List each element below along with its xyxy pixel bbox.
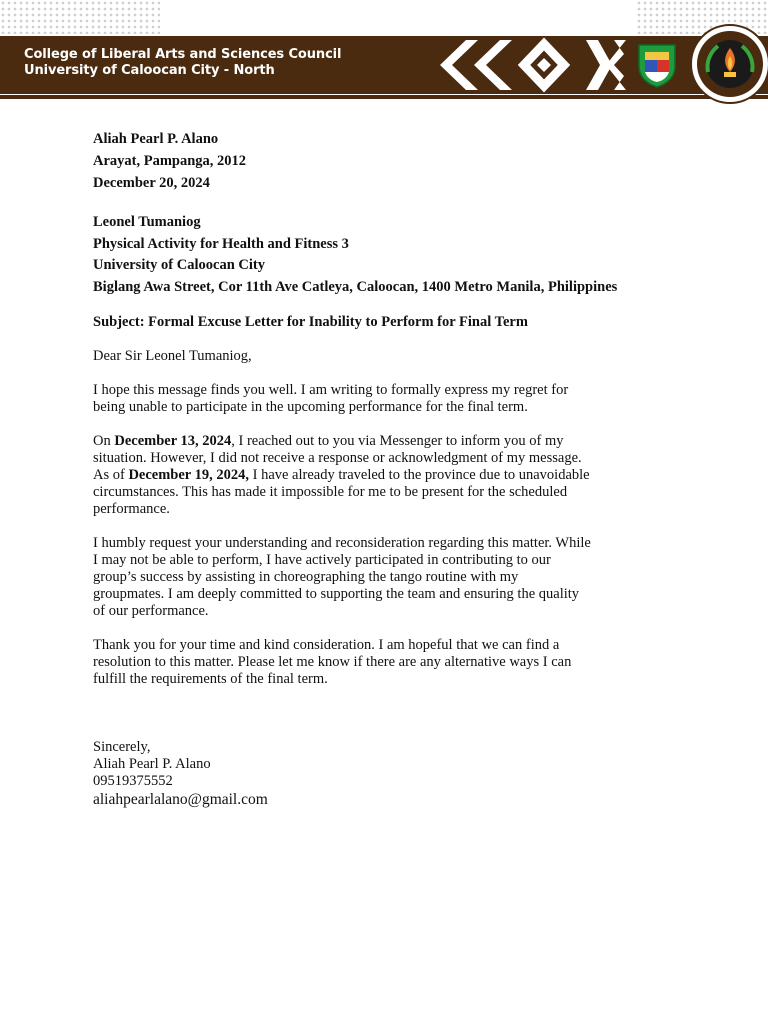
- paragraph-2-text-c: I have already traveled to the province due to unavoidable circumstances. This has made it impossible for me to be present for the scheduled performance.: [93, 467, 590, 517]
- paragraph-1: I hope this message finds you well. I am writing to formally express my regret for being unable to participate in the upcoming performance for the final term.: [93, 382, 569, 415]
- closing-block: [93, 739, 693, 809]
- messenger-date: December 13, 2024: [114, 433, 232, 449]
- salutation: Dear Sir Leonel Tumaniog,: [93, 348, 252, 364]
- recipient-name: Leonel Tumaniog: [93, 214, 201, 230]
- paragraph-2-text-a: On: [93, 433, 115, 449]
- recipient-school: University of Caloocan City: [93, 257, 265, 273]
- council-title: [24, 47, 341, 79]
- phone-number: 09519375552: [93, 773, 173, 789]
- dot-pattern-left: [0, 0, 160, 34]
- paragraph-4: Thank you for your time and kind consideration. I am hopeful that we can find a resolution to this matter. Please let me know if there are any alternative ways I can fulfill the requirements of the final term.: [93, 637, 572, 687]
- council-name: College of Liberal Arts and Sciences Council: [24, 47, 342, 62]
- sender-address: Arayat, Pampanga, 2012: [93, 153, 247, 169]
- sender-name: Aliah Pearl P. Alano: [93, 131, 219, 147]
- paragraph-2: [93, 433, 593, 518]
- recipient-course: Physical Activity for Health and Fitness 3: [93, 235, 349, 252]
- sign-off: Sincerely,: [93, 739, 151, 755]
- sender-block: [93, 128, 693, 194]
- header-underline: [0, 95, 768, 99]
- chevron-decoration-icon: [436, 36, 636, 94]
- paragraph-3: I humbly request your understanding and reconsideration regarding this matter. While I may not be able to perform, I have actively participated in contributing to our group’s success by assisting in choreographing the tango routine with my groupmates. I am deeply committed to supporting the team and ensuring the quality of our performance.: [93, 535, 591, 619]
- council-seal-icon: [690, 22, 768, 106]
- paragraph-2-text-b: , I reached out to you via Messenger to inform you of my situation. However, I did not receive a response or acknowledgment of my message. As of: [93, 433, 582, 483]
- travel-date: December 19, 2024,: [128, 467, 249, 483]
- signature-name: Aliah Pearl P. Alano: [93, 756, 211, 772]
- university-name: University of Caloocan City - North: [24, 63, 275, 78]
- recipient-block: [93, 212, 693, 298]
- letter-body: [93, 128, 693, 809]
- email-address: aliahpearlalano@gmail.com: [93, 791, 268, 808]
- letter-date: December 20, 2024: [93, 175, 210, 191]
- recipient-address: Biglang Awa Street, Cor 11th Ave Catleya, Caloocan, 1400 Metro Manila, Philippines: [93, 278, 618, 295]
- letter-subject: Subject: Formal Excuse Letter for Inability to Perform for Final Term: [93, 314, 528, 330]
- university-shield-icon: [636, 42, 678, 88]
